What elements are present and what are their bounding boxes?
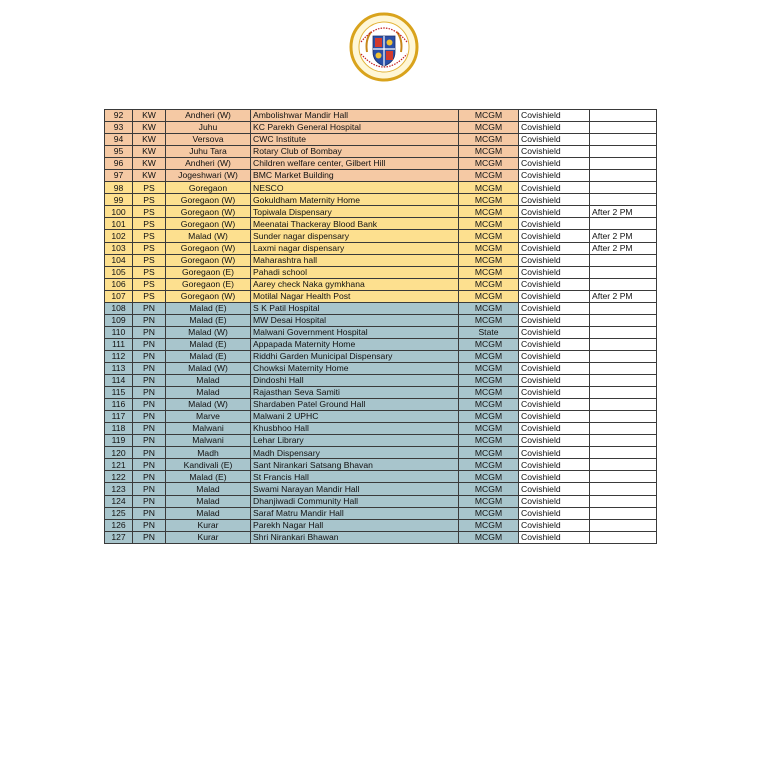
- timing-note-cell: After 2 PM: [590, 290, 657, 302]
- centre-name-cell: Chowksi Maternity Home: [251, 362, 459, 374]
- owner-cell: MCGM: [459, 531, 519, 543]
- centre-name-cell: Children welfare center, Gilbert Hill: [251, 158, 459, 170]
- timing-note-cell: [590, 387, 657, 399]
- ward-cell: PN: [133, 507, 166, 519]
- table-row: [105, 278, 657, 290]
- serial-number-cell: 105: [105, 266, 133, 278]
- serial-number-cell: 127: [105, 531, 133, 543]
- owner-cell: MCGM: [459, 314, 519, 326]
- vaccine-cell: Covishield: [519, 302, 590, 314]
- serial-number-cell: 113: [105, 362, 133, 374]
- table-row: [105, 483, 657, 495]
- table-row: [105, 206, 657, 218]
- centre-name-cell: St Francis Hall: [251, 471, 459, 483]
- timing-note-cell: [590, 411, 657, 423]
- table-row: [105, 302, 657, 314]
- timing-note-cell: [590, 350, 657, 362]
- ward-cell: PN: [133, 399, 166, 411]
- centre-name-cell: Malwani Government Hospital: [251, 326, 459, 338]
- vaccine-cell: Covishield: [519, 290, 590, 302]
- timing-note-cell: [590, 507, 657, 519]
- centre-name-cell: Dindoshi Hall: [251, 375, 459, 387]
- owner-cell: MCGM: [459, 302, 519, 314]
- vaccine-cell: Covishield: [519, 471, 590, 483]
- centre-name-cell: Riddhi Garden Municipal Dispensary: [251, 350, 459, 362]
- owner-cell: MCGM: [459, 495, 519, 507]
- centre-name-cell: Parekh Nagar Hall: [251, 519, 459, 531]
- ward-cell: PN: [133, 447, 166, 459]
- serial-number-cell: 103: [105, 242, 133, 254]
- owner-cell: MCGM: [459, 507, 519, 519]
- owner-cell: State: [459, 326, 519, 338]
- owner-cell: MCGM: [459, 447, 519, 459]
- table-row: [105, 375, 657, 387]
- table-row: [105, 158, 657, 170]
- serial-number-cell: 94: [105, 134, 133, 146]
- owner-cell: MCGM: [459, 483, 519, 495]
- area-cell: Goregaon (W): [166, 194, 251, 206]
- ward-cell: PN: [133, 531, 166, 543]
- area-cell: Malad (E): [166, 350, 251, 362]
- vaccine-cell: Covishield: [519, 194, 590, 206]
- centre-name-cell: Dhanjiwadi Community Hall: [251, 495, 459, 507]
- timing-note-cell: After 2 PM: [590, 230, 657, 242]
- owner-cell: MCGM: [459, 266, 519, 278]
- ward-cell: PN: [133, 519, 166, 531]
- centre-name-cell: Khusbhoo Hall: [251, 423, 459, 435]
- table-row: [105, 242, 657, 254]
- serial-number-cell: 115: [105, 387, 133, 399]
- bmc-emblem-icon: [349, 12, 419, 82]
- timing-note-cell: [590, 254, 657, 266]
- ward-cell: KW: [133, 170, 166, 182]
- ward-cell: PS: [133, 242, 166, 254]
- serial-number-cell: 92: [105, 110, 133, 122]
- vaccine-cell: Covishield: [519, 338, 590, 350]
- owner-cell: MCGM: [459, 134, 519, 146]
- serial-number-cell: 100: [105, 206, 133, 218]
- table-row: [105, 435, 657, 447]
- table-row: [105, 314, 657, 326]
- timing-note-cell: After 2 PM: [590, 242, 657, 254]
- ward-cell: PN: [133, 375, 166, 387]
- centre-name-cell: Swami Narayan Mandir Hall: [251, 483, 459, 495]
- area-cell: Malad (W): [166, 399, 251, 411]
- timing-note-cell: [590, 122, 657, 134]
- area-cell: Malad (E): [166, 471, 251, 483]
- ward-cell: PN: [133, 350, 166, 362]
- ward-cell: PN: [133, 435, 166, 447]
- table-row: [105, 266, 657, 278]
- owner-cell: MCGM: [459, 519, 519, 531]
- serial-number-cell: 126: [105, 519, 133, 531]
- ward-cell: PN: [133, 387, 166, 399]
- owner-cell: MCGM: [459, 170, 519, 182]
- serial-number-cell: 93: [105, 122, 133, 134]
- table-row: [105, 338, 657, 350]
- timing-note-cell: [590, 495, 657, 507]
- timing-note-cell: After 2 PM: [590, 206, 657, 218]
- centre-name-cell: Lehar Library: [251, 435, 459, 447]
- table-row: [105, 170, 657, 182]
- area-cell: Jogeshwari (W): [166, 170, 251, 182]
- ward-cell: KW: [133, 158, 166, 170]
- timing-note-cell: [590, 483, 657, 495]
- ward-cell: PS: [133, 206, 166, 218]
- centre-name-cell: Rajasthan Seva Samiti: [251, 387, 459, 399]
- serial-number-cell: 98: [105, 182, 133, 194]
- area-cell: Goregaon: [166, 182, 251, 194]
- centre-name-cell: Maharashtra hall: [251, 254, 459, 266]
- ward-cell: PS: [133, 266, 166, 278]
- owner-cell: MCGM: [459, 399, 519, 411]
- serial-number-cell: 110: [105, 326, 133, 338]
- table-row: [105, 122, 657, 134]
- vaccine-cell: Covishield: [519, 218, 590, 230]
- vaccine-cell: Covishield: [519, 182, 590, 194]
- table-row: [105, 134, 657, 146]
- owner-cell: MCGM: [459, 230, 519, 242]
- area-cell: Malad: [166, 507, 251, 519]
- area-cell: Andheri (W): [166, 110, 251, 122]
- centre-name-cell: Pahadi school: [251, 266, 459, 278]
- ward-cell: PN: [133, 423, 166, 435]
- timing-note-cell: [590, 302, 657, 314]
- centre-name-cell: Topiwala Dispensary: [251, 206, 459, 218]
- owner-cell: MCGM: [459, 194, 519, 206]
- area-cell: Versova: [166, 134, 251, 146]
- centre-name-cell: Laxmi nagar dispensary: [251, 242, 459, 254]
- table-row: [105, 399, 657, 411]
- owner-cell: MCGM: [459, 218, 519, 230]
- table-row: [105, 495, 657, 507]
- vaccine-cell: Covishield: [519, 254, 590, 266]
- centre-name-cell: Ambolishwar Mandir Hall: [251, 110, 459, 122]
- serial-number-cell: 114: [105, 375, 133, 387]
- area-cell: Malwani: [166, 435, 251, 447]
- centre-name-cell: Saraf Matru Mandir Hall: [251, 507, 459, 519]
- ward-cell: PS: [133, 254, 166, 266]
- vaccine-cell: Covishield: [519, 122, 590, 134]
- vaccine-cell: Covishield: [519, 375, 590, 387]
- timing-note-cell: [590, 278, 657, 290]
- timing-note-cell: [590, 182, 657, 194]
- serial-number-cell: 125: [105, 507, 133, 519]
- ward-cell: PN: [133, 459, 166, 471]
- ward-cell: KW: [133, 110, 166, 122]
- ward-cell: PS: [133, 194, 166, 206]
- timing-note-cell: [590, 471, 657, 483]
- table-row: [105, 423, 657, 435]
- area-cell: Juhu Tara: [166, 146, 251, 158]
- table-row: [105, 218, 657, 230]
- timing-note-cell: [590, 314, 657, 326]
- centre-name-cell: Sant Nirankari Satsang Bhavan: [251, 459, 459, 471]
- owner-cell: MCGM: [459, 242, 519, 254]
- ward-cell: PS: [133, 182, 166, 194]
- table-row: [105, 387, 657, 399]
- owner-cell: MCGM: [459, 375, 519, 387]
- serial-number-cell: 122: [105, 471, 133, 483]
- area-cell: Malad (E): [166, 302, 251, 314]
- ward-cell: KW: [133, 134, 166, 146]
- timing-note-cell: [590, 362, 657, 374]
- centre-name-cell: Aarey check Naka gymkhana: [251, 278, 459, 290]
- table-row: [105, 362, 657, 374]
- vaccine-cell: Covishield: [519, 459, 590, 471]
- table-row: [105, 447, 657, 459]
- serial-number-cell: 95: [105, 146, 133, 158]
- centre-name-cell: NESCO: [251, 182, 459, 194]
- ward-cell: PN: [133, 471, 166, 483]
- serial-number-cell: 124: [105, 495, 133, 507]
- vaccine-cell: Covishield: [519, 146, 590, 158]
- table-row: [105, 254, 657, 266]
- centre-name-cell: CWC Institute: [251, 134, 459, 146]
- ward-cell: PS: [133, 218, 166, 230]
- area-cell: Kandivali (E): [166, 459, 251, 471]
- table-row: [105, 519, 657, 531]
- area-cell: Malad (E): [166, 314, 251, 326]
- vaccine-cell: Covishield: [519, 206, 590, 218]
- timing-note-cell: [590, 435, 657, 447]
- timing-note-cell: [590, 110, 657, 122]
- table-row: [105, 507, 657, 519]
- serial-number-cell: 112: [105, 350, 133, 362]
- owner-cell: MCGM: [459, 435, 519, 447]
- ward-cell: PN: [133, 302, 166, 314]
- vaccine-cell: Covishield: [519, 531, 590, 543]
- owner-cell: MCGM: [459, 459, 519, 471]
- area-cell: Malwani: [166, 423, 251, 435]
- table-row: [105, 531, 657, 543]
- area-cell: Kurar: [166, 531, 251, 543]
- timing-note-cell: [590, 170, 657, 182]
- ward-cell: PS: [133, 230, 166, 242]
- area-cell: Juhu: [166, 122, 251, 134]
- emblem-text-top: [419, 12, 420, 13]
- area-cell: Malad (W): [166, 326, 251, 338]
- timing-note-cell: [590, 375, 657, 387]
- ward-cell: PN: [133, 326, 166, 338]
- owner-cell: MCGM: [459, 350, 519, 362]
- emblem-text-bottom: [419, 12, 420, 13]
- serial-number-cell: 117: [105, 411, 133, 423]
- vaccine-cell: Covishield: [519, 314, 590, 326]
- centre-name-cell: S K Patil Hospital: [251, 302, 459, 314]
- vaccine-cell: Covishield: [519, 423, 590, 435]
- ward-cell: PN: [133, 495, 166, 507]
- vaccine-cell: Covishield: [519, 242, 590, 254]
- timing-note-cell: [590, 158, 657, 170]
- vaccine-cell: Covishield: [519, 483, 590, 495]
- ward-cell: PN: [133, 483, 166, 495]
- area-cell: Marve: [166, 411, 251, 423]
- centre-name-cell: Gokuldham Maternity Home: [251, 194, 459, 206]
- vaccine-cell: Covishield: [519, 362, 590, 374]
- timing-note-cell: [590, 266, 657, 278]
- vaccine-cell: Covishield: [519, 447, 590, 459]
- centre-name-cell: Meenatai Thackeray Blood Bank: [251, 218, 459, 230]
- owner-cell: MCGM: [459, 290, 519, 302]
- serial-number-cell: 99: [105, 194, 133, 206]
- centre-name-cell: KC Parekh General Hospital: [251, 122, 459, 134]
- centre-name-cell: Malwani 2 UPHC: [251, 411, 459, 423]
- vaccine-cell: Covishield: [519, 519, 590, 531]
- serial-number-cell: 116: [105, 399, 133, 411]
- area-cell: Madh: [166, 447, 251, 459]
- table-row: [105, 110, 657, 122]
- table-row: [105, 459, 657, 471]
- area-cell: Goregaon (E): [166, 266, 251, 278]
- ward-cell: PS: [133, 290, 166, 302]
- vaccine-cell: Covishield: [519, 495, 590, 507]
- vaccination-centres-table: [104, 109, 657, 544]
- area-cell: Goregaon (W): [166, 206, 251, 218]
- vaccine-cell: Covishield: [519, 387, 590, 399]
- serial-number-cell: 101: [105, 218, 133, 230]
- table-row: [105, 290, 657, 302]
- timing-note-cell: [590, 134, 657, 146]
- timing-note-cell: [590, 531, 657, 543]
- serial-number-cell: 102: [105, 230, 133, 242]
- table-row: [105, 471, 657, 483]
- area-cell: Andheri (W): [166, 158, 251, 170]
- owner-cell: MCGM: [459, 387, 519, 399]
- serial-number-cell: 120: [105, 447, 133, 459]
- area-cell: Malad: [166, 483, 251, 495]
- owner-cell: MCGM: [459, 278, 519, 290]
- vaccine-cell: Covishield: [519, 170, 590, 182]
- timing-note-cell: [590, 146, 657, 158]
- timing-note-cell: [590, 423, 657, 435]
- owner-cell: MCGM: [459, 206, 519, 218]
- centre-name-cell: Rotary Club of Bombay: [251, 146, 459, 158]
- timing-note-cell: [590, 194, 657, 206]
- owner-cell: MCGM: [459, 471, 519, 483]
- timing-note-cell: [590, 218, 657, 230]
- area-cell: Malad (E): [166, 338, 251, 350]
- area-cell: Goregaon (E): [166, 278, 251, 290]
- serial-number-cell: 97: [105, 170, 133, 182]
- owner-cell: MCGM: [459, 411, 519, 423]
- owner-cell: MCGM: [459, 338, 519, 350]
- timing-note-cell: [590, 519, 657, 531]
- centre-name-cell: Shri Nirankari Bhawan: [251, 531, 459, 543]
- table-row: [105, 350, 657, 362]
- serial-number-cell: 108: [105, 302, 133, 314]
- vaccine-cell: Covishield: [519, 230, 590, 242]
- vaccine-cell: Covishield: [519, 158, 590, 170]
- owner-cell: MCGM: [459, 254, 519, 266]
- vaccine-cell: Covishield: [519, 278, 590, 290]
- serial-number-cell: 111: [105, 338, 133, 350]
- area-cell: Kurar: [166, 519, 251, 531]
- area-cell: Malad (W): [166, 362, 251, 374]
- serial-number-cell: 123: [105, 483, 133, 495]
- vaccine-cell: Covishield: [519, 326, 590, 338]
- area-cell: Goregaon (W): [166, 242, 251, 254]
- area-cell: Malad: [166, 387, 251, 399]
- area-cell: Malad: [166, 495, 251, 507]
- timing-note-cell: [590, 447, 657, 459]
- serial-number-cell: 121: [105, 459, 133, 471]
- timing-note-cell: [590, 338, 657, 350]
- owner-cell: MCGM: [459, 110, 519, 122]
- owner-cell: MCGM: [459, 182, 519, 194]
- centre-name-cell: Shardaben Patel Ground Hall: [251, 399, 459, 411]
- serial-number-cell: 96: [105, 158, 133, 170]
- table-row: [105, 326, 657, 338]
- ward-cell: KW: [133, 146, 166, 158]
- serial-number-cell: 109: [105, 314, 133, 326]
- centre-name-cell: Appapada Maternity Home: [251, 338, 459, 350]
- centre-name-cell: BMC Market Building: [251, 170, 459, 182]
- table-row: [105, 230, 657, 242]
- table-row: [105, 194, 657, 206]
- owner-cell: MCGM: [459, 158, 519, 170]
- area-cell: Malad: [166, 375, 251, 387]
- ward-cell: PN: [133, 338, 166, 350]
- timing-note-cell: [590, 459, 657, 471]
- timing-note-cell: [590, 399, 657, 411]
- area-cell: Goregaon (W): [166, 290, 251, 302]
- vaccine-cell: Covishield: [519, 507, 590, 519]
- serial-number-cell: 118: [105, 423, 133, 435]
- ward-cell: PS: [133, 278, 166, 290]
- serial-number-cell: 119: [105, 435, 133, 447]
- timing-note-cell: [590, 326, 657, 338]
- vaccine-cell: Covishield: [519, 399, 590, 411]
- vaccine-cell: Covishield: [519, 134, 590, 146]
- owner-cell: MCGM: [459, 362, 519, 374]
- vaccine-cell: Covishield: [519, 435, 590, 447]
- vaccine-cell: Covishield: [519, 411, 590, 423]
- table-row: [105, 146, 657, 158]
- serial-number-cell: 104: [105, 254, 133, 266]
- owner-cell: MCGM: [459, 122, 519, 134]
- area-cell: Malad (W): [166, 230, 251, 242]
- owner-cell: MCGM: [459, 423, 519, 435]
- vaccine-cell: Covishield: [519, 110, 590, 122]
- owner-cell: MCGM: [459, 146, 519, 158]
- ward-cell: KW: [133, 122, 166, 134]
- table-row: [105, 182, 657, 194]
- vaccine-cell: Covishield: [519, 350, 590, 362]
- ward-cell: PN: [133, 362, 166, 374]
- centre-name-cell: Sunder nagar dispensary: [251, 230, 459, 242]
- centre-name-cell: Madh Dispensary: [251, 447, 459, 459]
- area-cell: Goregaon (W): [166, 218, 251, 230]
- vaccine-cell: Covishield: [519, 266, 590, 278]
- serial-number-cell: 106: [105, 278, 133, 290]
- centre-name-cell: MW Desai Hospital: [251, 314, 459, 326]
- centre-name-cell: Motilal Nagar Health Post: [251, 290, 459, 302]
- ward-cell: PN: [133, 411, 166, 423]
- table-row: [105, 411, 657, 423]
- ward-cell: PN: [133, 314, 166, 326]
- serial-number-cell: 107: [105, 290, 133, 302]
- area-cell: Goregaon (W): [166, 254, 251, 266]
